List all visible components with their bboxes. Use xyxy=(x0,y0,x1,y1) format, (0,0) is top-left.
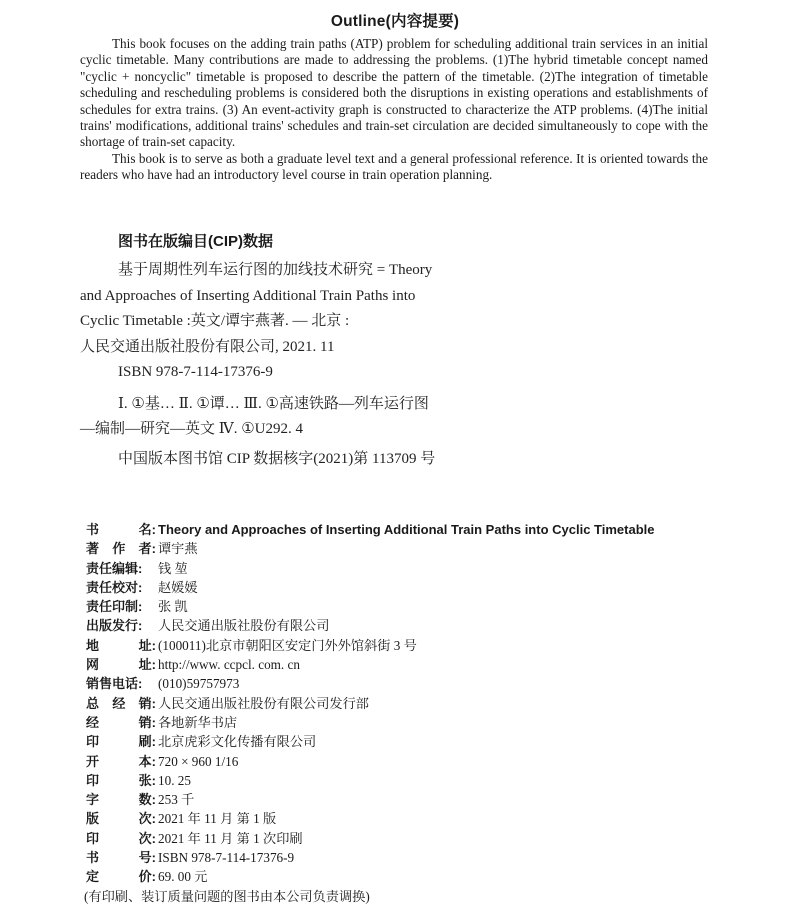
info-label-part: 开 xyxy=(86,753,100,769)
info-row xyxy=(86,732,766,751)
info-label-part: 责任校对: xyxy=(86,579,143,595)
info-row xyxy=(86,809,766,828)
cip-line: Ⅰ. ①基… Ⅱ. ①谭… Ⅲ. ①高速铁路—列车运行图 xyxy=(118,395,429,412)
info-label xyxy=(86,559,156,578)
info-label xyxy=(86,520,156,539)
info-value: http://www. ccpcl. com. cn xyxy=(158,657,300,673)
outline-paragraph: This book is to serve as both a graduate level text and a general professional reference. It is oriented towards the readers who have had an introductory level course in train operation planning. xyxy=(80,150,708,183)
info-label-part: 总 xyxy=(86,695,100,711)
info-value: ISBN 978-7-114-17376-9 xyxy=(158,850,295,866)
cip-heading: 图书在版编目(CIP)数据 xyxy=(118,233,273,250)
info-label-part: 号: xyxy=(138,850,156,866)
info-label-part: 版 xyxy=(86,811,100,827)
info-value: 北京虎彩文化传播有限公司 xyxy=(158,734,317,750)
info-label-part: 网 xyxy=(86,657,100,673)
info-row xyxy=(86,771,766,790)
info-label-part: 地 xyxy=(86,637,100,653)
info-label xyxy=(86,771,156,790)
info-label-part: 印 xyxy=(86,734,100,750)
info-label-part: 责任编辑: xyxy=(86,560,143,576)
cip-line: 人民交通出版社股份有限公司, 2021. 11 xyxy=(80,338,335,355)
info-label-part: 字 xyxy=(86,792,100,808)
info-label-part: 刷: xyxy=(138,734,156,750)
info-row xyxy=(86,636,766,655)
info-row xyxy=(86,790,766,809)
publication-info-table xyxy=(86,520,766,906)
info-value: 10. 25 xyxy=(158,772,191,788)
info-value: 人民交通出版社股份有限公司发行部 xyxy=(158,695,369,711)
info-row xyxy=(86,829,766,848)
info-value: 张 凯 xyxy=(158,599,188,615)
cip-line: and Approaches of Inserting Additional Train Paths into xyxy=(80,287,416,304)
cip-record xyxy=(80,258,720,472)
info-label xyxy=(86,636,156,655)
info-label-part: 出版发行: xyxy=(86,618,143,634)
cip-line: Cyclic Timetable :英文/谭宇燕著. — 北京 : xyxy=(80,313,350,329)
info-value: 谭宇燕 xyxy=(158,541,198,557)
info-label-part: 名: xyxy=(138,522,156,537)
info-label xyxy=(86,752,156,771)
info-label xyxy=(86,829,156,848)
info-label xyxy=(86,597,156,616)
info-label-part: 印 xyxy=(86,830,100,846)
info-row xyxy=(86,559,766,578)
info-label-part: 销: xyxy=(138,714,156,730)
info-label-part: 次: xyxy=(138,830,156,846)
info-row xyxy=(86,713,766,732)
info-value: 253 千 xyxy=(158,792,195,808)
info-label-part: 销: xyxy=(138,695,156,711)
info-label xyxy=(86,790,156,809)
info-label-part: 印 xyxy=(86,772,100,788)
info-label xyxy=(86,539,156,558)
info-row xyxy=(86,655,766,674)
info-label xyxy=(86,867,156,886)
info-label-part: 张: xyxy=(138,772,156,788)
cip-approval-number: 中国版本图书馆 CIP 数据核字(2021)第 113709 号 xyxy=(118,450,436,467)
info-label xyxy=(86,694,156,713)
info-label-part: 经 xyxy=(86,714,100,730)
book-title-value: Theory and Approaches of Inserting Additional Train Paths into Cyclic Timetable xyxy=(158,522,655,537)
info-value: 720 × 960 1/16 xyxy=(158,753,239,769)
info-row xyxy=(86,694,766,713)
info-label xyxy=(86,616,156,635)
info-label xyxy=(86,655,156,674)
cip-isbn: ISBN 978-7-114-17376-9 xyxy=(118,364,273,380)
info-label-part: 作 xyxy=(112,541,126,557)
info-label xyxy=(86,848,156,867)
info-value: (010)59757973 xyxy=(158,676,240,692)
info-label-part: 定 xyxy=(86,869,100,885)
info-row xyxy=(86,867,766,886)
info-label-part: 者: xyxy=(138,541,156,557)
info-row xyxy=(86,674,766,693)
info-value: (100011)北京市朝阳区安定门外外馆斜街 3 号 xyxy=(158,637,417,653)
info-row xyxy=(86,597,766,616)
info-value: 各地新华书店 xyxy=(158,714,238,730)
info-value: 钱 堃 xyxy=(158,560,188,576)
info-row xyxy=(86,752,766,771)
info-value: 2021 年 11 月 第 1 次印刷 xyxy=(158,830,303,846)
info-label xyxy=(86,674,156,693)
info-label-part: 书 xyxy=(86,522,100,537)
info-label-part: 本: xyxy=(138,753,156,769)
cip-line: —编制—研究—英文 Ⅳ. ①U292. 4 xyxy=(80,421,304,437)
info-row xyxy=(86,578,766,597)
info-label-part: 责任印制: xyxy=(86,599,143,615)
info-label xyxy=(86,732,156,751)
info-label-part: 次: xyxy=(138,811,156,827)
info-label xyxy=(86,578,156,597)
info-row xyxy=(86,520,766,539)
info-label-part: 址: xyxy=(138,637,156,653)
info-label xyxy=(86,713,156,732)
info-label-part: 经 xyxy=(112,695,126,711)
info-label-part: 销售电话: xyxy=(86,676,143,692)
info-label-part: 数: xyxy=(138,792,156,808)
info-value: 赵媛媛 xyxy=(158,579,198,595)
quality-note: (有印刷、装订质量问题的图书由本公司负责调换) xyxy=(84,888,370,904)
info-label-part: 书 xyxy=(86,850,100,866)
outline-title: Outline(内容提要) xyxy=(330,13,460,30)
info-value: 人民交通出版社股份有限公司 xyxy=(158,618,330,634)
outline-paragraph: This book focuses on the adding train paths (ATP) problem for scheduling additional train services in an initial cyclic timetable. Many contributions are made to addressing the problems. (1)The hybrid timetable concept named "cyclic + noncyclic" timetable is proposed to describe the pattern of the timetable. (2)The integration of timetable scheduling and rescheduling problems is considered both the disruptions in existing operations and establishments of schedules for extra trains. (3) An event-activity graph is constructed to characterize the ATP problems. (4)The initial trains' modifications, additional trains' schedules and train-set circulation are decided simultaneously to cope with the shortage of train-set capacity. xyxy=(80,36,708,150)
info-value: 69. 00 元 xyxy=(158,869,208,885)
outline-body xyxy=(80,36,708,184)
info-value: 2021 年 11 月 第 1 版 xyxy=(158,811,277,827)
info-row xyxy=(86,616,766,635)
info-label xyxy=(86,809,156,828)
info-row xyxy=(86,539,766,558)
info-label-part: 址: xyxy=(138,657,156,673)
info-row xyxy=(86,848,766,867)
info-label-part: 著 xyxy=(86,541,100,557)
info-label-part: 价: xyxy=(138,869,156,885)
cip-line: 基于周期性列车运行图的加线技术研究 = Theory xyxy=(118,262,433,278)
